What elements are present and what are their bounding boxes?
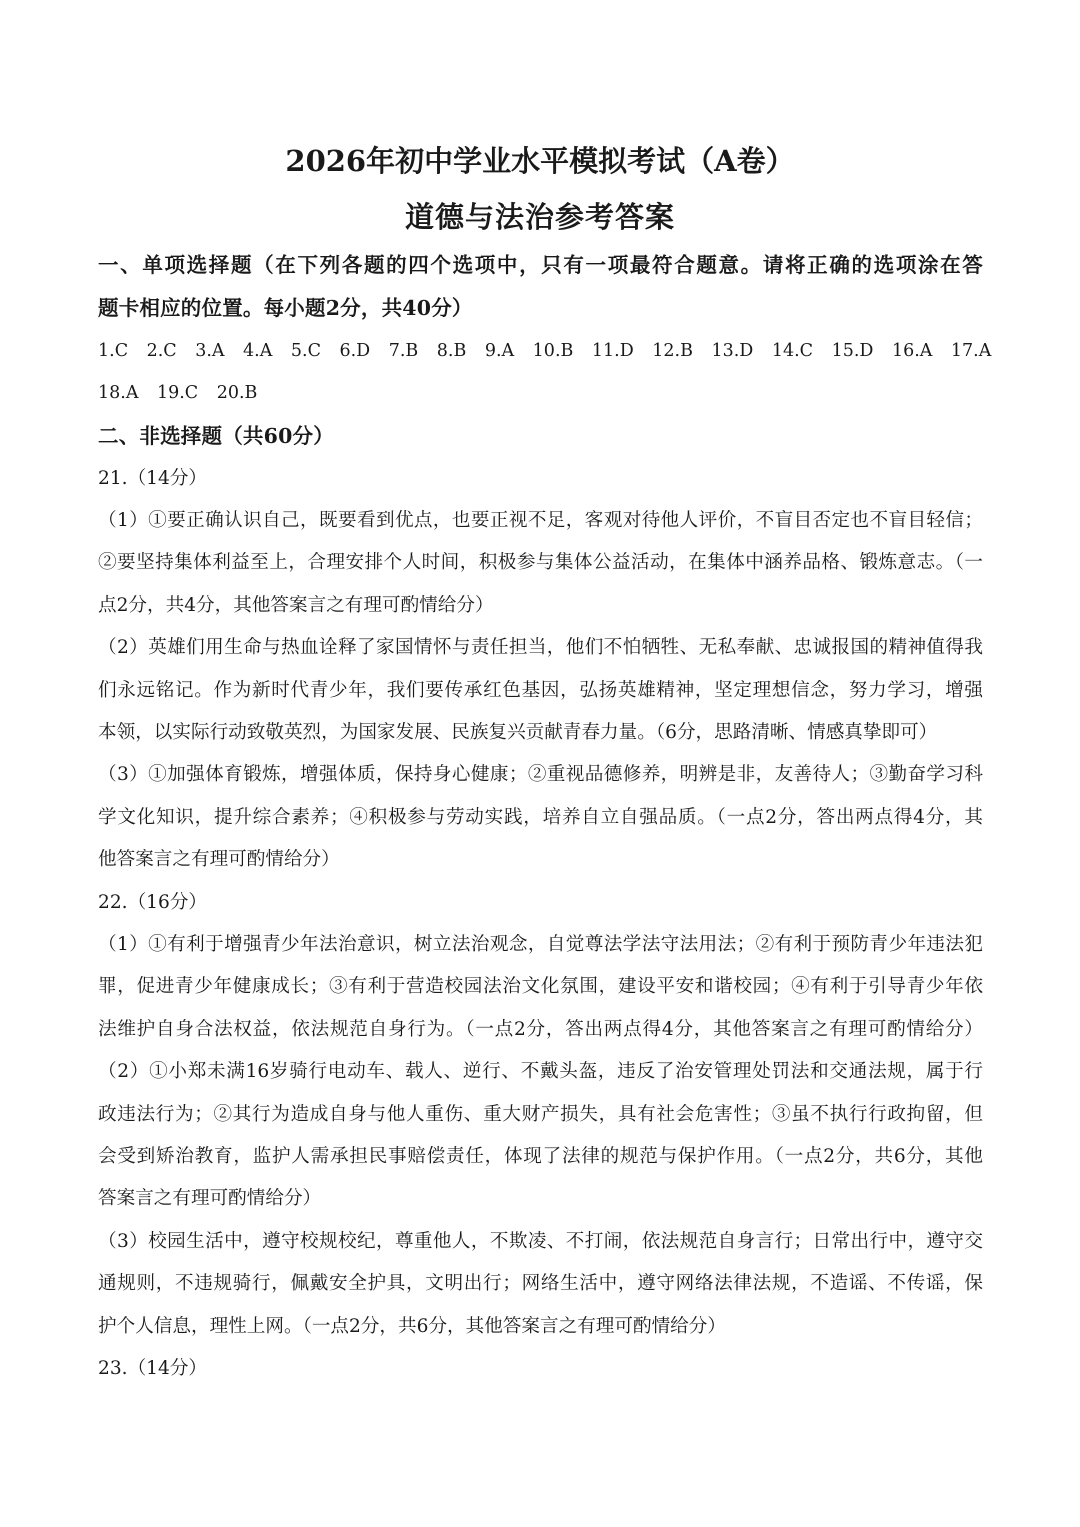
q21-line: ②要坚持集体利益至上，合理安排个人时间，积极参与集体公益活动，在集体中涵养品格、锻炼意志。（一 (98, 552, 983, 573)
answer-item: 14.C (771, 341, 814, 361)
answer-item: 4.A (243, 341, 273, 361)
answer-item: 19.C (156, 383, 199, 403)
q21-line: 们永远铭记。作为新时代青少年，我们要传承红色基因，弘扬英雄精神，坚定理想信念，努力学习，增强 (98, 680, 983, 701)
q23-label: 23.（14分） (98, 1358, 208, 1379)
q21-label: 21.（14分） (98, 468, 208, 489)
section1-heading-line2: 题卡相应的位置。每小题2分，共40分） (98, 296, 473, 320)
answer-item: 2.C (146, 341, 177, 361)
answer-item: 18.A (98, 383, 139, 403)
answer-item: 11.D (591, 341, 634, 361)
answer-item: 9.A (484, 341, 515, 361)
q22-line: 罪，促进青少年健康成长；③有利于营造校园法治文化氛围，建设平安和谐校园；④有利于引导青少年依 (98, 976, 983, 997)
q21-line: 他答案言之有理可酌情给分） (98, 849, 340, 870)
answer-item: 12.B (652, 341, 693, 361)
answer-item: 20.B (216, 383, 258, 403)
q22-line: （1）①有利于增强青少年法治意识，树立法治观念，自觉尊法学法守法用法；②有利于预防青少年违法犯 (98, 934, 983, 955)
answer-item: 1.C (98, 341, 129, 361)
answer-item: 3.A (195, 341, 225, 361)
answer-item: 17.A (950, 341, 992, 361)
q21-line: 学文化知识，提升综合素养；④积极参与劳动实践，培养自立自强品质。（一点2分，答出两点得4分，其 (98, 807, 983, 828)
answer-key-title: 道德与法治参考答案 (404, 200, 675, 234)
q21-line: 本领，以实际行动致敬英烈，为国家发展、民族复兴贡献青春力量。（6分，思路清晰、情感真挚即可） (98, 722, 938, 743)
answer-item: 6.D (339, 341, 371, 361)
q22-line: 答案言之有理可酌情给分） (98, 1188, 322, 1209)
q22-line: 政违法行为；②其行为造成自身与他人重伤、重大财产损失，具有社会危害性；③虽不执行行政拘留，但 (98, 1104, 983, 1125)
q21-line: 点2分，共4分，其他答案言之有理可酌情给分） (98, 595, 494, 616)
q21-line: （3）①加强体育锻炼，增强体质，保持身心健康；②重视品德修养，明辨是非，友善待人；③勤奋学习科 (98, 764, 983, 785)
exam-title: 2026年初中学业水平模拟考试（A卷） (285, 144, 795, 178)
section2-heading: 二、非选择题（共60分） (98, 424, 334, 448)
q22-line: 会受到矫治教育，监护人需承担民事赔偿责任，体现了法律的规范与保护作用。（一点2分，共6分，其他 (98, 1146, 983, 1167)
answers-row-1 (98, 330, 998, 372)
q22-line: （2）①小郑未满16岁骑行电动车、载人、逆行、不戴头盔，违反了治安管理处罚法和交通法规，属于行 (98, 1061, 983, 1082)
answer-item: 7.B (388, 341, 419, 361)
q22-line: 护个人信息，理性上网。（一点2分，共6分，其他答案言之有理可酌情给分） (98, 1316, 726, 1337)
q22-line: 法维护自身合法权益，依法规范自身行为。（一点2分，答出两点得4分，其他答案言之有理可酌情给分） (98, 1019, 983, 1040)
answer-item: 13.D (711, 341, 754, 361)
q22-label: 22.（16分） (98, 892, 208, 913)
answer-item: 5.C (290, 341, 321, 361)
section1-heading-line1: 一、单项选择题（在下列各题的四个选项中，只有一项最符合题意。请将正确的选项涂在答 (98, 253, 983, 277)
q22-line: 通规则，不违规骑行，佩戴安全护具，文明出行；网络生活中，遵守网络法律法规，不造谣、不传谣，保 (98, 1273, 983, 1294)
answer-item: 15.D (831, 341, 874, 361)
answers-row-2 (98, 372, 998, 414)
q21-line: （2）英雄们用生命与热血诠释了家国情怀与责任担当，他们不怕牺牲、无私奉献、忠诚报国的精神值得我 (98, 637, 983, 658)
q21-line: （1）①要正确认识自己，既要看到优点，也要正视不足，客观对待他人评价，不盲目否定也不盲目轻信； (98, 510, 983, 531)
answer-item: 16.A (891, 341, 933, 361)
answer-item: 8.B (436, 341, 467, 361)
answer-item: 10.B (532, 341, 574, 361)
q22-line: （3）校园生活中，遵守校规校纪，尊重他人，不欺凌、不打闹，依法规范自身言行；日常出行中，遵守交 (98, 1231, 983, 1252)
